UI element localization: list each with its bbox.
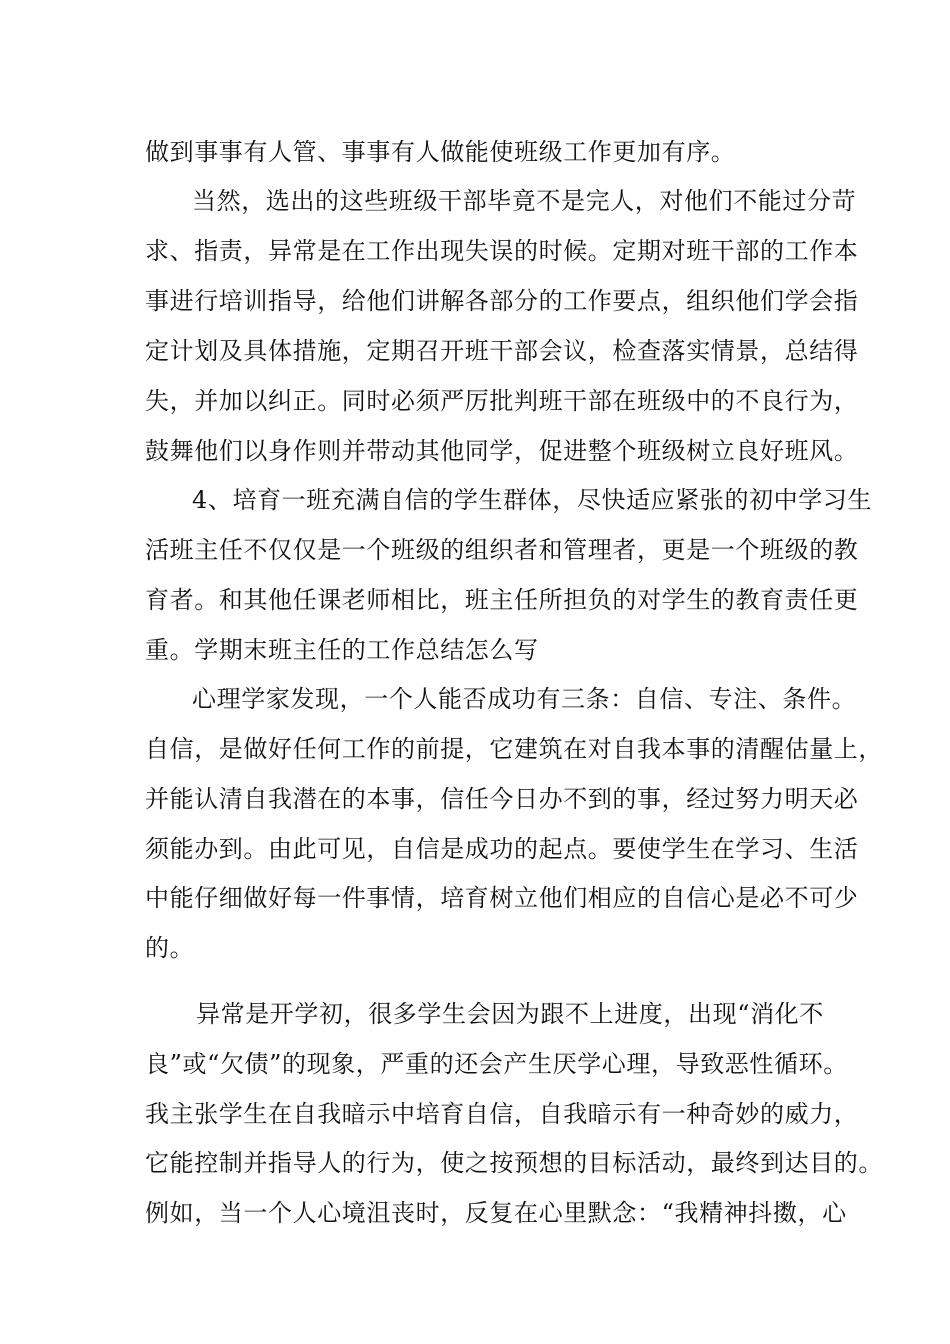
- text-line: 的。: [145, 934, 195, 962]
- text-line: 并能认清自我潜在的本事，信任今日办不到的事，经过努力明天必: [145, 785, 859, 813]
- text-line: 例如，当一个人心境沮丧时，反复在心里默念：“我精神抖擞，心: [145, 1199, 847, 1227]
- text-line: 当然，选出的这些班级干部毕竟不是完人，对他们不能过分苛: [192, 187, 857, 215]
- text-line: 求、指责，异常是在工作出现失误的时候。定期对班干部的工作本: [145, 237, 859, 265]
- text-line: 须能办到。由此可见，自信是成功的起点。要使学生在学习、生活: [145, 835, 859, 863]
- text-line: 活班主任不仅仅是一个班级的组织者和管理者，更是一个班级的教: [145, 536, 859, 564]
- text-line: 鼓舞他们以身作则并带动其他同学，促进整个班级树立良好班风。: [145, 437, 859, 465]
- text-line: 良”或“欠债”的现象，严重的还会产生厌学心理，导致恶性循环。: [145, 1050, 848, 1078]
- text-line: 它能控制并指导人的行为，使之按预想的目标活动，最终到达目的。: [145, 1149, 883, 1177]
- text-line: 异常是开学初，很多学生会因为跟不上进度，出现“消化不: [196, 1000, 824, 1028]
- text-line: 失，并加以纠正。同时必须严厉批判班干部在班级中的不良行为，: [145, 387, 859, 415]
- text-line: 4、培育一班充满自信的学生群体，尽快适应紧张的初中学习生: [192, 486, 873, 514]
- text-line: 做到事事有人管、事事有人做能使班级工作更加有序。: [145, 138, 736, 166]
- text-line: 我主张学生在自我暗示中培育自信，自我暗示有一种奇妙的威力，: [145, 1100, 859, 1128]
- text-line: 心理学家发现，一个人能否成功有三条：自信、专注、条件。: [192, 685, 857, 713]
- text-line: 自信，是做好任何工作的前提，它建筑在对自我本事的清醒估量上，: [145, 735, 883, 763]
- text-line: 中能仔细做好每一件事情，培育树立他们相应的自信心是必不可少: [145, 884, 859, 912]
- text-line: 定计划及具体措施，定期召开班干部会议，检查落实情景，总结得: [145, 337, 859, 365]
- text-line: 重。学期末班主任的工作总结怎么写: [145, 636, 539, 664]
- text-line: 育者。和其他任课老师相比，班主任所担负的对学生的教育责任更: [145, 586, 859, 614]
- text-line: 事进行培训指导，给他们讲解各部分的工作要点，组织他们学会指: [145, 287, 859, 315]
